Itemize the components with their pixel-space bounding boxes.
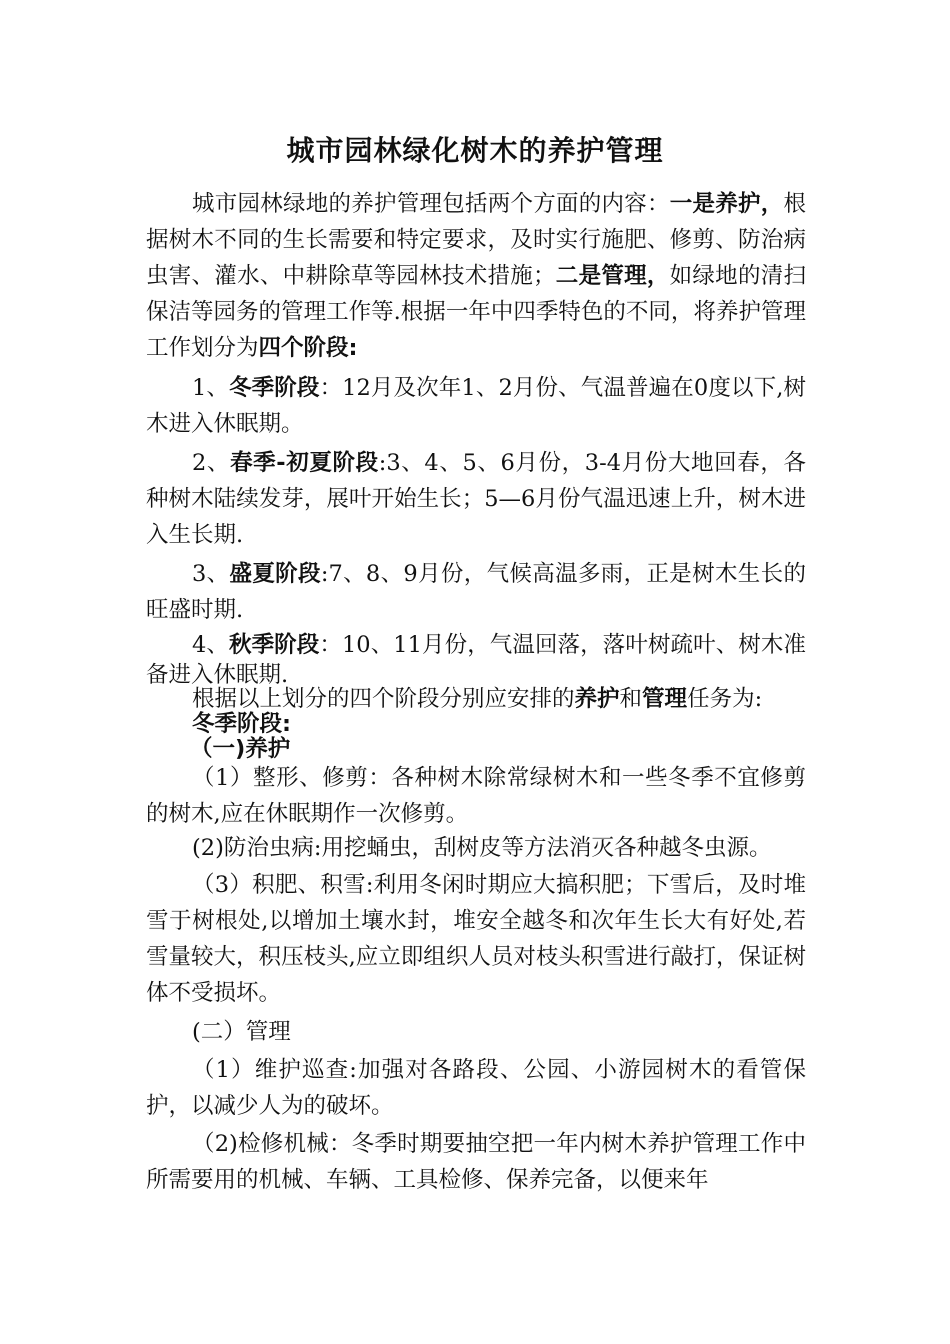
stage-4-paragraph <box>146 630 806 690</box>
intro-bold-management: 二是管理， <box>555 263 670 289</box>
summary-text-1: 根据以上划分的四个阶段分别应安排的 <box>192 686 575 712</box>
stage-4-name: 秋季阶段 <box>229 632 320 658</box>
care-item-3: （3）积肥、积雪:利用冬闲时期应大搞积肥；下雪后，及时堆雪于树根处,以增加土壤水封，堆安全越冬和次年生长大有好处,若雪量较大，积压枝头,应立即组织人员对枝头积雪进行敲打，保证树体不受损坏。 <box>146 872 806 1006</box>
care-heading-text: （一)养护 <box>190 736 291 762</box>
winter-heading-text: 冬季阶段: <box>192 711 291 737</box>
summary-bold-care: 养护 <box>574 686 620 712</box>
stage-4-num: 4、 <box>192 632 229 658</box>
care-item-1: （1）整形、修剪：各种树木除常绿树木和一些冬季不宜修剪的树木,应在休眠期作一次修剪。 <box>146 765 806 827</box>
stage-3-num: 3、 <box>192 561 230 587</box>
management-item-2: （2)检修机械：冬季时期要抽空把一年内树木养护管理工作中所需要用的机械、车辆、工具检修、保养完备，以便来年 <box>146 1131 806 1193</box>
intro-text-1: 城市园林绿地的养护管理包括两个方面的内容： <box>192 191 670 217</box>
stage-1-num: 1、 <box>192 375 230 401</box>
stage-3-name: 盛夏阶段 <box>229 561 321 587</box>
intro-text-2: 根据树木不同的生长需要和特定要求，及时实行施肥、修剪、防治病虫害、灌水、中耕除草等园林技术措施； <box>146 191 806 289</box>
intro-text-3: 如绿地的清扫保洁等园务的管理工作等.根据一年中四季特色的不同，将养护管理工作划分为 <box>146 263 806 361</box>
intro-bold-care: 一是养护， <box>669 191 784 217</box>
care-item-2: (2)防治虫病:用挖蛹虫，刮树皮等方法消灭各种越冬虫源。 <box>192 835 772 861</box>
summary-text-2: 和 <box>619 686 643 712</box>
stage-2-text: :3、4、5、6月份，3-4月份大地回春，各种树木陆续发芽，展叶开始生长；5—6月份气温迅速上升，树木进入生长期. <box>146 450 806 548</box>
stage-1-text: ：12月及次年1、2月份、气温普遍在0度以下,树木进入休眠期。 <box>146 375 806 437</box>
intro-bold-four-stages: 四个阶段: <box>258 335 358 361</box>
management-heading: (二）管理 <box>192 1019 291 1045</box>
stage-1-name: 冬季阶段 <box>229 375 320 401</box>
stage-4-text: ：10、11月份，气温回落，落叶树疏叶、树木准备进入休眠期. <box>146 632 806 688</box>
intro-paragraph <box>146 186 806 366</box>
summary-text-3: 任务为: <box>687 686 763 712</box>
summary-bold-management: 管理 <box>642 686 688 712</box>
stage-2-num: 2、 <box>192 450 231 476</box>
stage-2-name: 春季-初夏阶段 <box>230 450 379 476</box>
stage-1-paragraph <box>146 370 806 442</box>
stage-3-paragraph <box>146 556 806 628</box>
document-title: 城市园林绿化树木的养护管理 <box>286 134 664 167</box>
stage-3-text: :7、8、9月份，气候高温多雨，正是树木生长的旺盛时期. <box>146 561 806 623</box>
stage-2-paragraph <box>146 445 806 553</box>
management-item-1: （1）维护巡查:加强对各路段、公园、小游园树木的看管保护，以减少人为的破坏。 <box>146 1057 806 1119</box>
